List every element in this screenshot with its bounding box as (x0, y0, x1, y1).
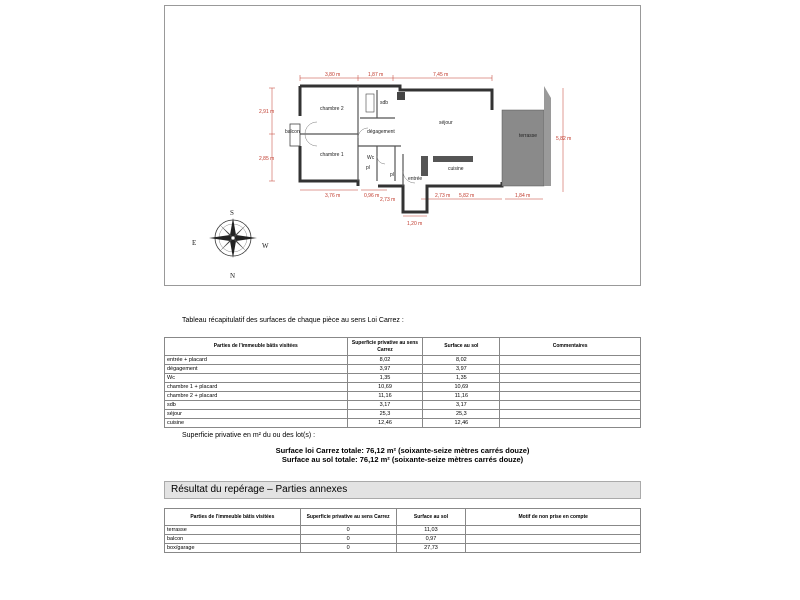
cell-comment (500, 374, 641, 383)
cell-comment (500, 383, 641, 392)
cell-name: terrasse (165, 526, 301, 535)
cell-comment (500, 392, 641, 401)
cell-carrez: 0 (300, 544, 396, 553)
room-degagement: dégagement (367, 129, 395, 135)
cell-comment (500, 419, 641, 428)
cell-name: chambre 1 + placard (165, 383, 348, 392)
dim-top-1: 3,80 m (325, 72, 341, 78)
room-pl-1: pl (366, 165, 370, 171)
compass-letter-e: E (192, 239, 197, 247)
col-header-motif: Motif de non prise en compte (466, 509, 641, 526)
table-header-row (165, 509, 641, 526)
cell-motif (466, 535, 641, 544)
table-row (165, 356, 641, 365)
cell-carrez: 10,69 (347, 383, 423, 392)
dim-bottom-2: 0,96 m (364, 193, 380, 199)
table-row (165, 383, 641, 392)
cell-sol: 11,03 (396, 526, 466, 535)
room-chambre-2: chambre 2 (320, 106, 344, 112)
dim-bottom-1: 3,76 m (325, 193, 341, 199)
table-row (165, 365, 641, 374)
carrez-summary-table (164, 337, 641, 428)
room-entree: entrée (408, 176, 423, 182)
cell-sol: 0,97 (396, 535, 466, 544)
cell-name: cuisine (165, 419, 348, 428)
col-header-carrez: Superficie privative au sens Carrez (347, 338, 423, 356)
cell-carrez: 12,46 (347, 419, 423, 428)
room-terrasse: terrasse (519, 133, 538, 139)
dim-left-lower: 2,85 m (259, 156, 275, 162)
cell-name: séjour (165, 410, 348, 419)
room-balcon: balcon (285, 129, 300, 135)
floor-plan-frame (164, 5, 641, 286)
table-row (165, 410, 641, 419)
floor-plan-drawing (165, 6, 642, 287)
cell-carrez: 11,16 (347, 392, 423, 401)
dim-right: 5,82 m (556, 136, 572, 142)
col-header-sol: Surface au sol (423, 338, 500, 356)
sol-total: Surface au sol totale: 76,12 m² (soixante-seize mètres carrés douze) (281, 455, 524, 464)
cell-name: box/garage (165, 544, 301, 553)
compass-letter-w: W (262, 242, 269, 250)
cell-name: sdb (165, 401, 348, 410)
dim-entry-right: 2,73 m (435, 193, 451, 199)
col-header-commentaires: Commentaires (500, 338, 641, 356)
cell-sol: 10,69 (423, 383, 500, 392)
table-row (165, 392, 641, 401)
cell-sol: 3,17 (423, 401, 500, 410)
table-row (165, 535, 641, 544)
table-row (165, 401, 641, 410)
cell-carrez: 8,02 (347, 356, 423, 365)
cell-name: balcon (165, 535, 301, 544)
compass-letter-n: N (230, 272, 236, 280)
privative-line: Superficie privative en m² du ou des lot(s) : (182, 432, 316, 439)
cell-carrez: 3,97 (347, 365, 423, 374)
cell-carrez: 25,3 (347, 410, 423, 419)
room-pl-2: pl (390, 172, 394, 178)
dim-top-3: 7,45 m (433, 72, 449, 78)
cell-comment (500, 356, 641, 365)
compass-rose-icon (209, 218, 257, 258)
dim-top-2: 1,87 m (368, 72, 384, 78)
dim-entry-width: 1,20 m (407, 221, 423, 227)
col-header-sol: Surface au sol (396, 509, 466, 526)
cell-sol: 1,35 (423, 374, 500, 383)
room-sejour: séjour (439, 120, 453, 126)
dim-bottom-3: 5,82 m (459, 193, 475, 199)
col-header-carrez: Superficie privative au sens Carrez (300, 509, 396, 526)
cell-sol: 25,3 (423, 410, 500, 419)
cell-name: dégagement (165, 365, 348, 374)
cell-sol: 8,02 (423, 356, 500, 365)
cell-sol: 12,46 (423, 419, 500, 428)
room-sdb: sdb (380, 100, 389, 106)
table-row (165, 374, 641, 383)
cell-carrez: 3,17 (347, 401, 423, 410)
cell-comment (500, 410, 641, 419)
table-header-row (165, 338, 641, 356)
cell-motif (466, 544, 641, 553)
cell-comment (500, 401, 641, 410)
table-row (165, 526, 641, 535)
cell-carrez: 0 (300, 535, 396, 544)
cell-name: Wc (165, 374, 348, 383)
summary-intro: Tableau récapitulatif des surfaces de chaque pièce au sens Loi Carrez : (182, 317, 404, 324)
cell-motif (466, 526, 641, 535)
dim-left-upper: 2,91 m (259, 109, 275, 115)
dim-bottom-4: 1,84 m (515, 193, 531, 199)
room-chambre-1: chambre 1 (320, 152, 344, 158)
room-cuisine: cuisine (448, 166, 464, 172)
compass-letter-s: S (230, 209, 234, 217)
cell-name: entrée + placard (165, 356, 348, 365)
col-header-parties: Parties de l'immeuble bâtis visitées (165, 338, 348, 356)
table-row (165, 419, 641, 428)
cell-sol: 11,16 (423, 392, 500, 401)
cell-comment (500, 365, 641, 374)
annexes-table (164, 508, 641, 553)
carrez-total: Surface loi Carrez totale: 76,12 m² (soixante-seize mètres carrés douze) (275, 446, 530, 455)
table-row (165, 544, 641, 553)
cell-name: chambre 2 + placard (165, 392, 348, 401)
annexes-section-title: Résultat du repérage – Parties annexes (164, 481, 641, 499)
dim-entry-left: 2,73 m (380, 197, 396, 203)
cell-sol: 27,73 (396, 544, 466, 553)
cell-carrez: 1,35 (347, 374, 423, 383)
cell-sol: 3,97 (423, 365, 500, 374)
cell-carrez: 0 (300, 526, 396, 535)
room-wc: Wc (367, 155, 375, 161)
col-header-parties: Parties de l'immeuble bâtis visitées (165, 509, 301, 526)
